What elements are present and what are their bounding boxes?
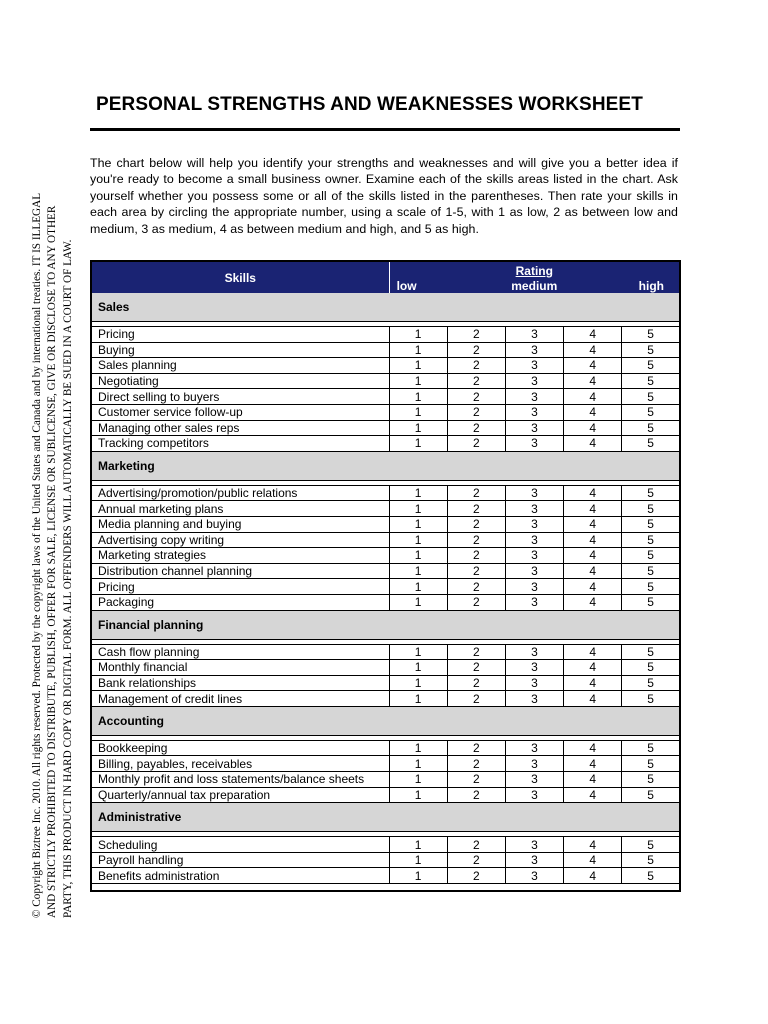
rating-option-1[interactable]: 1 bbox=[389, 358, 447, 374]
rating-option-1[interactable]: 1 bbox=[389, 532, 447, 548]
rating-option-4[interactable]: 4 bbox=[564, 404, 622, 420]
table-row bbox=[91, 327, 680, 343]
skill-label: Billing, payables, receivables bbox=[91, 756, 389, 772]
rating-option-1[interactable]: 1 bbox=[389, 691, 447, 707]
rating-option-4[interactable]: 4 bbox=[564, 563, 622, 579]
rating-option-2[interactable]: 2 bbox=[447, 868, 505, 884]
table-row bbox=[91, 740, 680, 756]
rating-option-2[interactable]: 2 bbox=[447, 740, 505, 756]
rating-option-5[interactable]: 5 bbox=[622, 358, 680, 374]
rating-option-1[interactable]: 1 bbox=[389, 675, 447, 691]
rating-option-1[interactable]: 1 bbox=[389, 837, 447, 853]
table-row bbox=[91, 342, 680, 358]
table-row bbox=[91, 660, 680, 676]
rating-option-3[interactable]: 3 bbox=[505, 485, 563, 501]
rating-option-5[interactable]: 5 bbox=[622, 675, 680, 691]
rating-option-1[interactable]: 1 bbox=[389, 660, 447, 676]
intro-paragraph: The chart below will help you identify your strengths and weaknesses and will give you a better idea if you're ready to become a small business owner. Examine each of the skills areas listed in the chart. Ask yourself whether you possess some or all of the skills listed in the parentheses. Then rate your skills in each area by circling the appropriate number, using a scale of 1-5, with 1 as low, 2 as between low and medium, 3 as medium, 4 as between medium and high, and 5 as high. bbox=[90, 156, 678, 236]
table-row bbox=[91, 548, 680, 564]
table-row bbox=[91, 420, 680, 436]
rating-option-2[interactable]: 2 bbox=[447, 485, 505, 501]
rating-option-5[interactable]: 5 bbox=[622, 740, 680, 756]
copyright-line: PARTY, THIS PRODUCT IN HARD COPY OR DIGITAL FORM. ALL OFFENDERS WILL AUTOMATICALLY BE SUED IN A COURT OF LAW. bbox=[61, 239, 74, 918]
rating-option-5[interactable]: 5 bbox=[622, 787, 680, 803]
skill-label: Managing other sales reps bbox=[91, 420, 389, 436]
skill-label: Customer service follow-up bbox=[91, 404, 389, 420]
rating-option-4[interactable]: 4 bbox=[564, 675, 622, 691]
rating-option-4[interactable]: 4 bbox=[564, 868, 622, 884]
rating-option-1[interactable]: 1 bbox=[389, 756, 447, 772]
rating-option-1[interactable]: 1 bbox=[389, 373, 447, 389]
rating-option-3[interactable]: 3 bbox=[505, 342, 563, 358]
rating-option-3[interactable]: 3 bbox=[505, 691, 563, 707]
table-row bbox=[91, 644, 680, 660]
rating-high-label: high bbox=[638, 279, 664, 293]
rating-option-4[interactable]: 4 bbox=[564, 548, 622, 564]
skill-label: Advertising/promotion/public relations bbox=[91, 485, 389, 501]
skills-column-header: Skills bbox=[91, 261, 389, 293]
rating-option-2[interactable]: 2 bbox=[447, 594, 505, 610]
rating-option-3[interactable]: 3 bbox=[505, 579, 563, 595]
rating-option-3[interactable]: 3 bbox=[505, 548, 563, 564]
table-row bbox=[91, 389, 680, 405]
rating-option-2[interactable]: 2 bbox=[447, 756, 505, 772]
skill-label: Advertising copy writing bbox=[91, 532, 389, 548]
rating-option-4[interactable]: 4 bbox=[564, 485, 622, 501]
table-row bbox=[91, 579, 680, 595]
skill-label: Tracking competitors bbox=[91, 436, 389, 452]
rating-option-3[interactable]: 3 bbox=[505, 516, 563, 532]
table-row bbox=[91, 837, 680, 853]
table-row bbox=[91, 436, 680, 452]
skill-label: Pricing bbox=[91, 327, 389, 343]
skill-label: Cash flow planning bbox=[91, 644, 389, 660]
section-row bbox=[91, 293, 680, 322]
rating-option-2[interactable]: 2 bbox=[447, 644, 505, 660]
rating-option-5[interactable]: 5 bbox=[622, 373, 680, 389]
rating-option-1[interactable]: 1 bbox=[389, 579, 447, 595]
copyright-line: © Copyright Biztree Inc. 2010. All rights reserved. Protected by the copyright laws of the United States and Canada and by international treaties. IT IS ILLEGAL bbox=[31, 192, 43, 918]
skill-label: Scheduling bbox=[91, 837, 389, 853]
rating-option-3[interactable]: 3 bbox=[505, 868, 563, 884]
section-heading: Sales bbox=[91, 293, 680, 322]
rating-option-4[interactable]: 4 bbox=[564, 373, 622, 389]
rating-option-4[interactable]: 4 bbox=[564, 389, 622, 405]
rating-option-5[interactable]: 5 bbox=[622, 837, 680, 853]
rating-option-4[interactable]: 4 bbox=[564, 837, 622, 853]
rating-option-1[interactable]: 1 bbox=[389, 485, 447, 501]
rating-option-2[interactable]: 2 bbox=[447, 675, 505, 691]
rating-option-4[interactable]: 4 bbox=[564, 691, 622, 707]
skill-label: Distribution channel planning bbox=[91, 563, 389, 579]
rating-option-4[interactable]: 4 bbox=[564, 594, 622, 610]
rating-option-2[interactable]: 2 bbox=[447, 404, 505, 420]
skills-rating-table bbox=[90, 260, 681, 892]
rating-option-5[interactable]: 5 bbox=[622, 660, 680, 676]
rating-option-5[interactable]: 5 bbox=[622, 532, 680, 548]
skill-label: Bookkeeping bbox=[91, 740, 389, 756]
rating-option-3[interactable]: 3 bbox=[505, 756, 563, 772]
rating-option-4[interactable]: 4 bbox=[564, 420, 622, 436]
rating-option-4[interactable]: 4 bbox=[564, 501, 622, 517]
rating-option-3[interactable]: 3 bbox=[505, 660, 563, 676]
rating-option-2[interactable]: 2 bbox=[447, 787, 505, 803]
rating-option-1[interactable]: 1 bbox=[389, 501, 447, 517]
rating-option-3[interactable]: 3 bbox=[505, 644, 563, 660]
rating-option-1[interactable]: 1 bbox=[389, 563, 447, 579]
title-divider bbox=[90, 128, 680, 131]
rating-option-5[interactable]: 5 bbox=[622, 579, 680, 595]
rating-option-5[interactable]: 5 bbox=[622, 563, 680, 579]
rating-option-4[interactable]: 4 bbox=[564, 436, 622, 452]
rating-option-3[interactable]: 3 bbox=[505, 772, 563, 788]
rating-option-3[interactable]: 3 bbox=[505, 327, 563, 343]
rating-low-label: low bbox=[396, 279, 417, 293]
skill-label: Payroll handling bbox=[91, 852, 389, 868]
table-row bbox=[91, 787, 680, 803]
rating-option-2[interactable]: 2 bbox=[447, 532, 505, 548]
rating-option-2[interactable]: 2 bbox=[447, 548, 505, 564]
skill-label: Negotiating bbox=[91, 373, 389, 389]
rating-option-1[interactable]: 1 bbox=[389, 420, 447, 436]
table-row bbox=[91, 675, 680, 691]
rating-option-5[interactable]: 5 bbox=[622, 868, 680, 884]
section-row bbox=[91, 706, 680, 735]
table-row bbox=[91, 594, 680, 610]
skill-label: Benefits administration bbox=[91, 868, 389, 884]
skill-label: Sales planning bbox=[91, 358, 389, 374]
rating-option-3[interactable]: 3 bbox=[505, 501, 563, 517]
rating-option-4[interactable]: 4 bbox=[564, 756, 622, 772]
rating-option-2[interactable]: 2 bbox=[447, 563, 505, 579]
rating-option-2[interactable]: 2 bbox=[447, 516, 505, 532]
skill-label: Marketing strategies bbox=[91, 548, 389, 564]
skill-label: Management of credit lines bbox=[91, 691, 389, 707]
rating-option-4[interactable]: 4 bbox=[564, 772, 622, 788]
rating-option-1[interactable]: 1 bbox=[389, 594, 447, 610]
rating-option-5[interactable]: 5 bbox=[622, 756, 680, 772]
table-row bbox=[91, 373, 680, 389]
rating-option-4[interactable]: 4 bbox=[564, 740, 622, 756]
table-header-row bbox=[91, 261, 680, 293]
table-row bbox=[91, 563, 680, 579]
rating-option-3[interactable]: 3 bbox=[505, 787, 563, 803]
rating-option-2[interactable]: 2 bbox=[447, 579, 505, 595]
skill-label: Media planning and buying bbox=[91, 516, 389, 532]
section-heading: Financial planning bbox=[91, 610, 680, 639]
skill-label: Bank relationships bbox=[91, 675, 389, 691]
rating-option-5[interactable]: 5 bbox=[622, 772, 680, 788]
rating-option-1[interactable]: 1 bbox=[389, 389, 447, 405]
rating-option-4[interactable]: 4 bbox=[564, 532, 622, 548]
rating-option-2[interactable]: 2 bbox=[447, 501, 505, 517]
rating-option-2[interactable]: 2 bbox=[447, 342, 505, 358]
skill-label: Direct selling to buyers bbox=[91, 389, 389, 405]
rating-option-5[interactable]: 5 bbox=[622, 436, 680, 452]
rating-option-3[interactable]: 3 bbox=[505, 436, 563, 452]
rating-option-2[interactable]: 2 bbox=[447, 660, 505, 676]
page-title: PERSONAL STRENGTHS AND WEAKNESSES WORKSHEET bbox=[96, 94, 643, 115]
rating-option-5[interactable]: 5 bbox=[622, 516, 680, 532]
rating-option-3[interactable]: 3 bbox=[505, 358, 563, 374]
rating-option-2[interactable]: 2 bbox=[447, 327, 505, 343]
section-heading: Accounting bbox=[91, 706, 680, 735]
table-row bbox=[91, 691, 680, 707]
rating-option-3[interactable]: 3 bbox=[505, 389, 563, 405]
table-row bbox=[91, 756, 680, 772]
rating-option-2[interactable]: 2 bbox=[447, 772, 505, 788]
rating-option-5[interactable]: 5 bbox=[622, 389, 680, 405]
rating-option-4[interactable]: 4 bbox=[564, 852, 622, 868]
rating-option-4[interactable]: 4 bbox=[564, 327, 622, 343]
rating-option-3[interactable]: 3 bbox=[505, 852, 563, 868]
rating-option-3[interactable]: 3 bbox=[505, 420, 563, 436]
rating-option-1[interactable]: 1 bbox=[389, 436, 447, 452]
table-row bbox=[91, 532, 680, 548]
rating-option-1[interactable]: 1 bbox=[389, 787, 447, 803]
rating-option-5[interactable]: 5 bbox=[622, 691, 680, 707]
table-row bbox=[91, 516, 680, 532]
table-row bbox=[91, 485, 680, 501]
section-row bbox=[91, 610, 680, 639]
rating-option-4[interactable]: 4 bbox=[564, 787, 622, 803]
section-heading: Marketing bbox=[91, 451, 680, 480]
skill-label: Quarterly/annual tax preparation bbox=[91, 787, 389, 803]
rating-option-5[interactable]: 5 bbox=[622, 852, 680, 868]
rating-option-1[interactable]: 1 bbox=[389, 868, 447, 884]
table-row bbox=[91, 404, 680, 420]
rating-option-3[interactable]: 3 bbox=[505, 404, 563, 420]
table-row bbox=[91, 868, 680, 884]
rating-option-3[interactable]: 3 bbox=[505, 740, 563, 756]
rating-option-1[interactable]: 1 bbox=[389, 644, 447, 660]
rating-option-2[interactable]: 2 bbox=[447, 837, 505, 853]
table-row bbox=[91, 358, 680, 374]
rating-option-2[interactable]: 2 bbox=[447, 436, 505, 452]
rating-option-4[interactable]: 4 bbox=[564, 516, 622, 532]
rating-title: Rating bbox=[515, 264, 553, 278]
rating-medium-label: medium bbox=[511, 279, 558, 293]
skill-label: Monthly profit and loss statements/balance sheets bbox=[91, 772, 389, 788]
rating-option-5[interactable]: 5 bbox=[622, 404, 680, 420]
rating-option-5[interactable]: 5 bbox=[622, 548, 680, 564]
rating-option-1[interactable]: 1 bbox=[389, 772, 447, 788]
rating-option-4[interactable]: 4 bbox=[564, 579, 622, 595]
section-heading: Administrative bbox=[91, 803, 680, 832]
table-row bbox=[91, 852, 680, 868]
rating-option-4[interactable]: 4 bbox=[564, 342, 622, 358]
rating-option-5[interactable]: 5 bbox=[622, 594, 680, 610]
table-bottom-gap bbox=[91, 884, 680, 892]
rating-option-1[interactable]: 1 bbox=[389, 327, 447, 343]
skill-label: Packaging bbox=[91, 594, 389, 610]
rating-column-header bbox=[389, 261, 680, 293]
skill-label: Annual marketing plans bbox=[91, 501, 389, 517]
rating-option-1[interactable]: 1 bbox=[389, 548, 447, 564]
table-row bbox=[91, 772, 680, 788]
rating-option-1[interactable]: 1 bbox=[389, 740, 447, 756]
rating-option-1[interactable]: 1 bbox=[389, 342, 447, 358]
rating-option-5[interactable]: 5 bbox=[622, 342, 680, 358]
rating-option-4[interactable]: 4 bbox=[564, 644, 622, 660]
rating-option-2[interactable]: 2 bbox=[447, 852, 505, 868]
rating-option-5[interactable]: 5 bbox=[622, 327, 680, 343]
rating-option-4[interactable]: 4 bbox=[564, 358, 622, 374]
rating-option-1[interactable]: 1 bbox=[389, 852, 447, 868]
rating-option-3[interactable]: 3 bbox=[505, 532, 563, 548]
rating-option-1[interactable]: 1 bbox=[389, 516, 447, 532]
skill-label: Pricing bbox=[91, 579, 389, 595]
rating-option-3[interactable]: 3 bbox=[505, 594, 563, 610]
section-row bbox=[91, 451, 680, 480]
rating-option-5[interactable]: 5 bbox=[622, 501, 680, 517]
rating-option-2[interactable]: 2 bbox=[447, 420, 505, 436]
rating-option-2[interactable]: 2 bbox=[447, 358, 505, 374]
rating-option-5[interactable]: 5 bbox=[622, 644, 680, 660]
rating-option-3[interactable]: 3 bbox=[505, 373, 563, 389]
rating-option-2[interactable]: 2 bbox=[447, 691, 505, 707]
rating-option-2[interactable]: 2 bbox=[447, 389, 505, 405]
rating-option-5[interactable]: 5 bbox=[622, 420, 680, 436]
skill-label: Monthly financial bbox=[91, 660, 389, 676]
rating-option-3[interactable]: 3 bbox=[505, 837, 563, 853]
rating-option-1[interactable]: 1 bbox=[389, 404, 447, 420]
rating-option-4[interactable]: 4 bbox=[564, 660, 622, 676]
rating-option-3[interactable]: 3 bbox=[505, 675, 563, 691]
rating-option-2[interactable]: 2 bbox=[447, 373, 505, 389]
rating-option-5[interactable]: 5 bbox=[622, 485, 680, 501]
table-row bbox=[91, 501, 680, 517]
copyright-notice bbox=[30, 68, 76, 918]
section-row bbox=[91, 803, 680, 832]
table-body bbox=[91, 293, 680, 891]
copyright-line: AND STRICTLY PROHIBITED TO DISTRIBUTE, PUBLISH, OFFER FOR SALE, LICENSE OR SUBLICENSE, GIVE OR DISCLOSE TO ANY OTHER bbox=[46, 205, 59, 918]
skill-label: Buying bbox=[91, 342, 389, 358]
rating-option-3[interactable]: 3 bbox=[505, 563, 563, 579]
